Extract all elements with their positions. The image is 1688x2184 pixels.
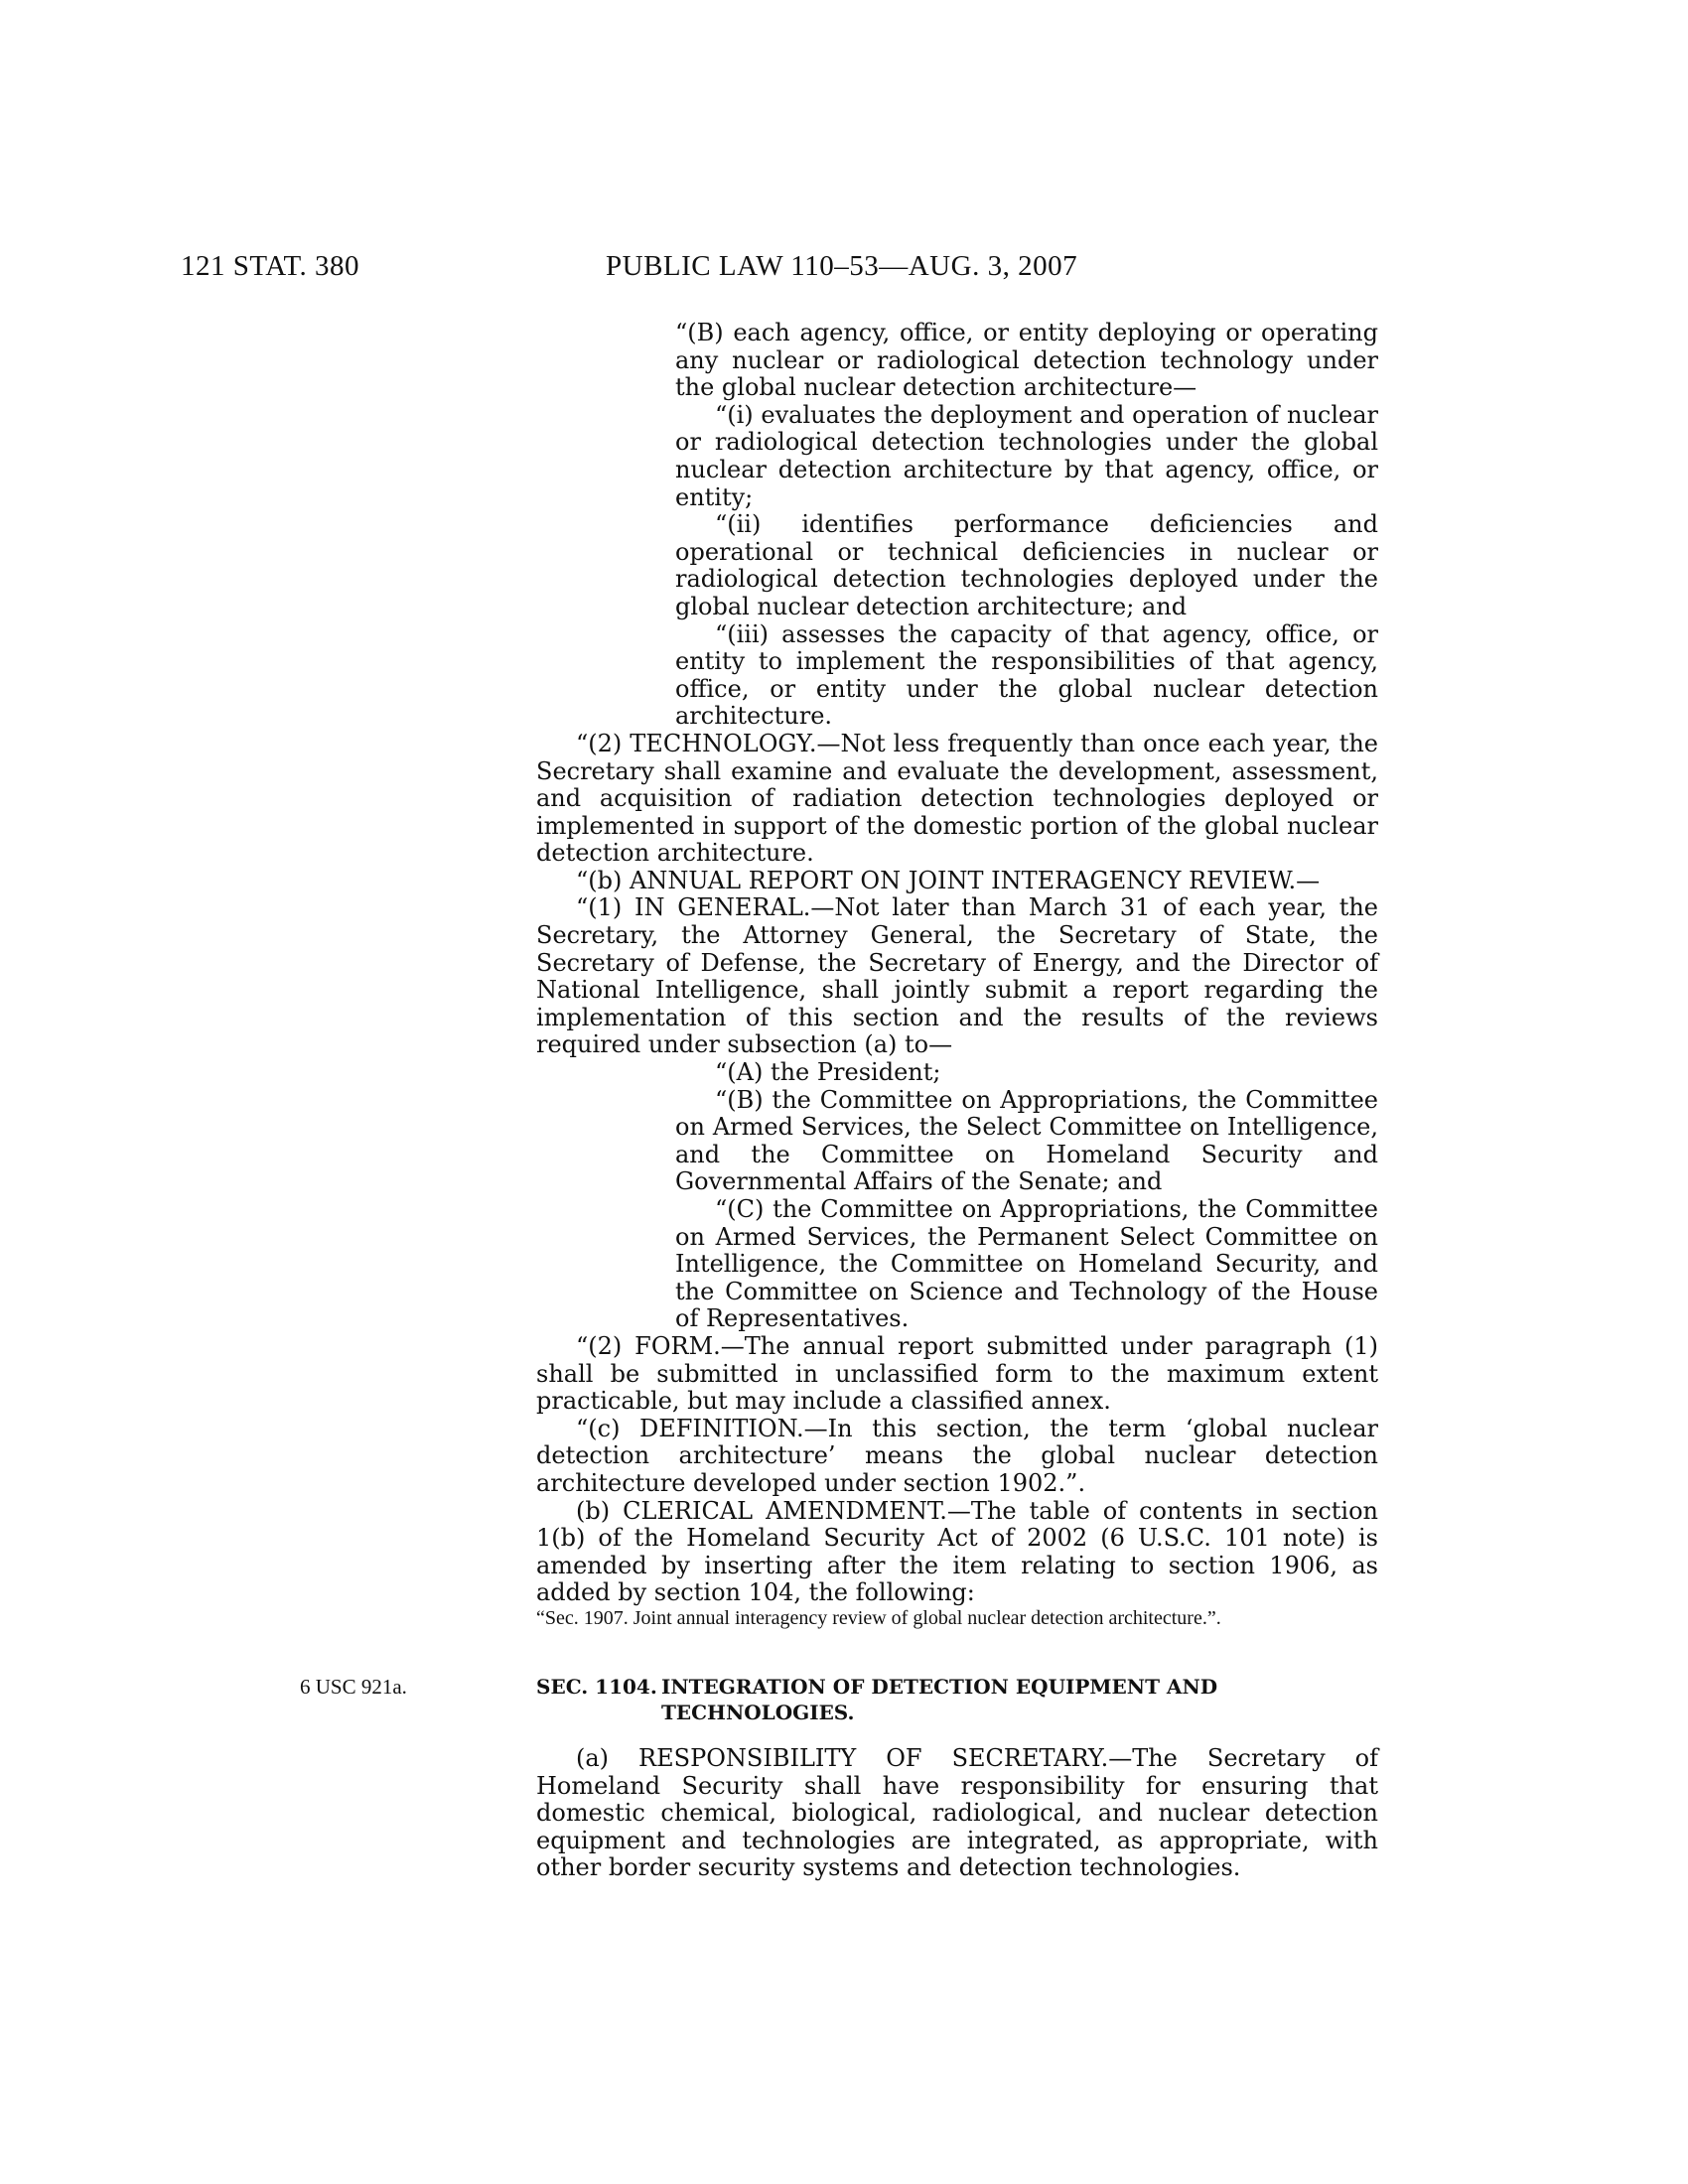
section-title: INTEGRATION OF DETECTION EQUIPMENT AND TECHNOLOGIES. bbox=[661, 1675, 1218, 1724]
toc-entry: “Sec. 1907. Joint annual interagency review of global nuclear detection architecture.”. bbox=[536, 1606, 1221, 1629]
paragraph-b-iii: “(iii) assesses the capacity of that agency, office, or entity to implement the responsibilities of that agency, office, or entity under the global nuclear detection architecture. bbox=[675, 619, 1378, 731]
subparagraph-a: “(A) the President; bbox=[715, 1058, 941, 1087]
subparagraph-c: “(C) the Committee on Appropriations, the Committee on Armed Services, the Permanent Select Committee on Intelligence, the Committee on Homeland Security, and the Committee on Science and Technology of the House of Representatives. bbox=[675, 1195, 1378, 1333]
paragraph-b-ii: “(ii) identifies performance deficiencies and operational or technical deficiencies in nuclear or radiological detection technologies deployed under the global nuclear detection architecture; and bbox=[675, 510, 1378, 620]
clerical-amendment: (b) CLERICAL AMENDMENT.—The table of contents in section 1(b) of the Homeland Security Act of 2002 (6 U.S.C. 101 note) is amended by inserting after the item relating to section 1906, as added by section 104, the following: bbox=[536, 1496, 1378, 1607]
section-body bbox=[536, 1745, 1378, 1882]
page-header bbox=[0, 250, 1688, 290]
paragraph-a-responsibility: (a) RESPONSIBILITY OF SECRETARY.—The Secretary of Homeland Security shall have responsibility for ensuring that domestic chemical, biological, radiological, and nuclear detection equipment and technologies are integrated, as appropriate, with other border security systems and detection technologies. bbox=[536, 1744, 1378, 1882]
paragraph-b: “(B) each agency, office, or entity deploying or operating any nuclear or radiological detection technology under the global nuclear detection architecture— bbox=[675, 319, 1378, 402]
paragraph-b-i: “(i) evaluates the deployment and operation of nuclear or radiological detection technologies under the global nuclear detection architecture by that agency, office, or entity; bbox=[675, 400, 1378, 511]
subparagraph-b: “(B) the Committee on Appropriations, the Committee on Armed Services, the Select Committee on Intelligence, and the Committee on Homeland Security and Governmental Affairs of the Senate; and bbox=[675, 1085, 1378, 1196]
subsection-b-heading: “(b) ANNUAL REPORT ON JOINT INTERAGENCY REVIEW.— bbox=[576, 866, 1321, 894]
paragraph-1-in-general: “(1) IN GENERAL.—Not later than March 31 of each year, the Secretary, the Attorney General, the Secretary of State, the Secretary of Defense, the Secretary of Energy, and the Director of National Intelligence, shall jointly submit a report regarding the implementation of this section and the results of the reviews required under subsection (a) to— bbox=[536, 893, 1378, 1059]
section-number: SEC. 1104. bbox=[536, 1675, 657, 1699]
subsection-c-definition: “(c) DEFINITION.—In this section, the term ‘global nuclear detection architecture’ means the global nuclear detection architecture developed under section 1902.”. bbox=[536, 1414, 1378, 1497]
paragraph-2-technology: “(2) TECHNOLOGY.—Not less frequently than once each year, the Secretary shall examine and evaluate the development, assessment, and acquisition of radiation detection technologies deployed or implemented in support of the domestic portion of the global nuclear detection architecture. bbox=[536, 729, 1378, 868]
paragraph-2-form: “(2) FORM.—The annual report submitted under paragraph (1) shall be submitted in unclassified form to the maximum extent practicable, but may include a classified annex. bbox=[536, 1331, 1378, 1416]
running-head: PUBLIC LAW 110–53—AUG. 3, 2007 bbox=[606, 250, 1078, 282]
folio: 121 STAT. 380 bbox=[181, 250, 360, 282]
margin-citation: 6 USC 921a. bbox=[300, 1675, 407, 1699]
body-text bbox=[536, 320, 1378, 1629]
section-heading bbox=[536, 1674, 1378, 1725]
